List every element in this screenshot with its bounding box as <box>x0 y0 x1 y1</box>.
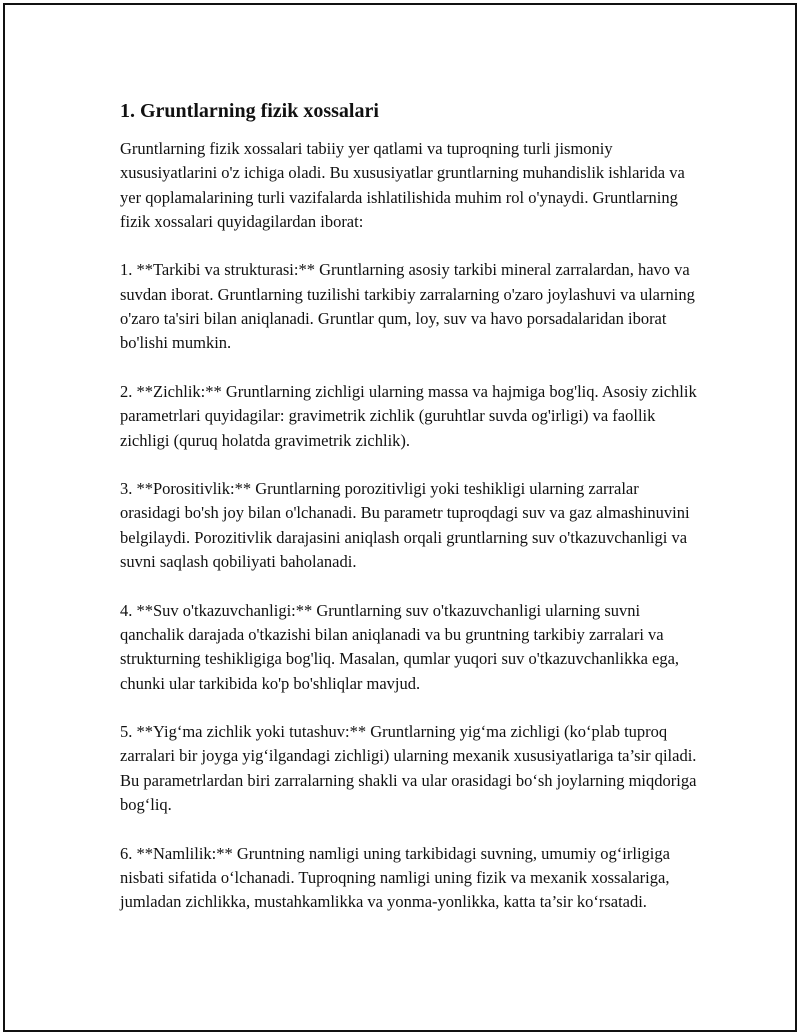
paragraph-permeability: 4. **Suv o'tkazuvchanligi:** Gruntlarning suv o'tkazuvchanligi ularning suvni qanchalik darajada o'tkazishi bilan aniqlanadi va bu gruntning tarkibiy zarralari va strukturning teshikligiga bog'liq. Masalan, qumlar yuqori suv o'tkazuvchanlikka ega, chunki ular tarkibida ko'p bo'shliqlar mavjud. <box>120 600 680 693</box>
paragraph-bulk-density: 5. **Yig‘ma zichlik yoki tutashuv:** Gruntlarning yig‘ma zichligi (ko‘plab tuproq zarralari bir joyga yig‘ilgandagi zichligi) ularning mexanik xususiyatlariga ta’sir qiladi. Bu parametrlardan biri zarralarning shakli va ular orasidagi bo‘sh joylarning miqdoriga bog‘liq. <box>120 722 697 815</box>
document-title: 1. Gruntlarning fizik xossalari <box>120 100 379 122</box>
paragraph-porosity: 3. **Porositivlik:** Gruntlarning porozitivligi yoki teshikligi ularning zarralar orasidagi bo'sh joy bilan o'lchanadi. Bu parametr tuproqdagi suv va gaz almashinuvini belgilaydi. Porozitivlik darajasini aniqlash orqali gruntlarning suv o'tkazuvchanligi va suvni saqlash qobiliyati baholanadi. <box>120 479 690 572</box>
paragraph-intro: Gruntlarning fizik xossalari tabiiy yer qatlami va tuproqning turli jismoniy xususiyatlarini o'z ichiga oladi. Bu xususiyatlar gruntlarning muhandislik ishlarida va yer qoplamalarining turli vazifalarda ishlatilishida muhim rol o'ynaydi. Gruntlarning fizik xossalari quyidagilardan iborat: <box>120 139 685 231</box>
page-frame <box>3 3 797 1032</box>
paragraph-moisture: 6. **Namlilik:** Gruntning namligi uning tarkibidagi suvning, umumiy og‘irligiga nisbati sifatida o‘lchanadi. Tuproqning namligi uning fizik va mexanik xossalariga, jumladan zichlikka, mustahkamlikka va yonma-yonlikka, katta ta’sir ko‘rsatadi. <box>120 843 670 912</box>
document-body <box>120 97 700 915</box>
paragraph-composition: 1. **Tarkibi va strukturasi:** Gruntlarning asosiy tarkibi mineral zarralardan, havo va suvdan iborat. Gruntlarning tuzilishi tarkibiy zarralarning o'zaro joylashuvi va ularning o'zaro ta'siri bilan aniqlanadi. Gruntlar qum, loy, suv va havo porsadalaridan iborat bo'lishi mumkin. <box>120 260 695 353</box>
paragraph-density: 2. **Zichlik:** Gruntlarning zichligi ularning massa va hajmiga bog'liq. Asosiy zichlik parametrlari quyidagilar: gravimetrik zichlik (guruhtlar suvda og'irligi) va faollik zichligi (quruq holatda gravimetrik zichlik). <box>120 381 697 450</box>
